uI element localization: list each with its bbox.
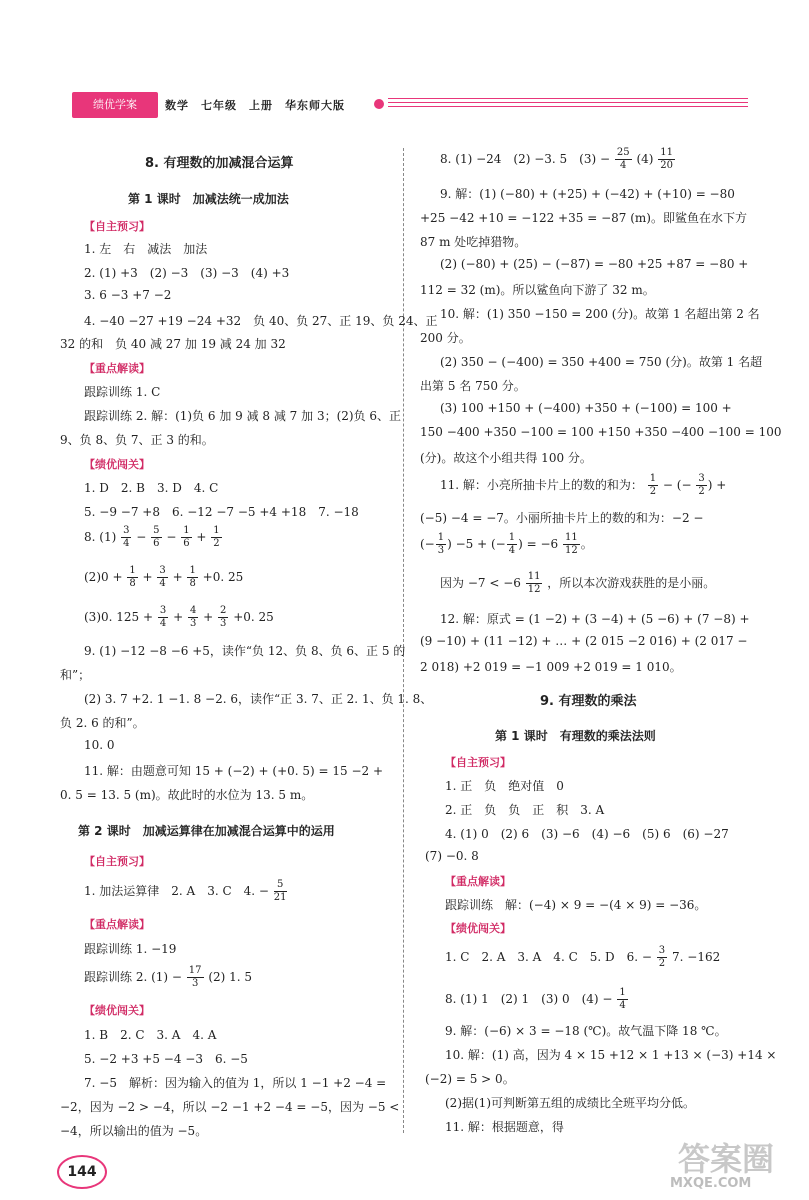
fraction <box>615 148 632 171</box>
denominator: 8 <box>129 578 136 589</box>
answer-line: (2)据(1)可判断第五组的成绩比全班平均分低。 <box>445 1096 695 1110</box>
answer-line: (−2) = 5 > 0。 <box>425 1072 515 1086</box>
book-series-tag: 绩优学案 <box>72 92 158 118</box>
answer-line: 10. 解：(1) 350 −150 = 200 (分)。故第 1 名超出第 2 名 <box>440 307 760 321</box>
numerator: 3 <box>698 473 705 484</box>
fraction-prefix: (3)0. 125 + <box>84 610 154 624</box>
numerator: 11 <box>527 571 541 582</box>
section-label: 【重点解读】 <box>445 875 511 888</box>
answer-line: 1. 正 负 绝对值 0 <box>445 779 564 793</box>
fraction-prefix: (2)0 + <box>84 570 123 584</box>
numerator: 25 <box>616 147 630 158</box>
answer-line: 7. −5 解析：因为输入的值为 1，所以 1 −1 +2 −4 = <box>84 1076 387 1090</box>
fraction-prefix: 8. (1) 1 (2) 1 (3) 0 (4) − <box>445 992 613 1006</box>
column-divider <box>403 148 404 1133</box>
section-label: 【绩优闯关】 <box>84 458 150 471</box>
answer-line: 9. (1) −12 −8 −6 +5，读作“负 12、负 8、负 6、正 5 的 <box>84 644 406 658</box>
denominator: 6 <box>183 538 190 549</box>
answer-line: −4，所以输出的值为 −5。 <box>60 1124 208 1138</box>
answer-line: 跟踪训练 2. 解：(1)负 6 加 9 减 8 减 7 加 3；(2)负 6、正 <box>84 409 402 423</box>
fraction-tail: ，所以本次游戏获胜的是小丽。 <box>547 576 716 590</box>
fraction-tail: = −6 <box>526 537 559 551</box>
answer-line: 9、负 8、负 7、正 3 的和。 <box>60 433 214 447</box>
numerator: 1 <box>189 565 196 576</box>
answer-line: 1. 左 右 减法 加法 <box>84 242 208 256</box>
denominator: 12 <box>565 545 578 556</box>
answer-line: 出第 5 名 750 分。 <box>420 379 526 393</box>
page-header <box>0 88 809 128</box>
answer-line: 5. −2 +3 +5 −4 −3 6. −5 <box>84 1052 248 1066</box>
numerator: 3 <box>159 605 167 616</box>
answer-line: 2. (1) +3 (2) −3 (3) −3 (4) +3 <box>84 266 290 280</box>
answer-line: 1. B 2. C 3. A 4. A <box>84 1028 217 1042</box>
answer-line: 跟踪训练 1. C <box>84 385 161 399</box>
answer-line-fraction <box>440 572 715 595</box>
numerator: 1 <box>619 987 626 998</box>
header-dot <box>374 99 384 109</box>
numerator: 5 <box>153 525 160 536</box>
fraction <box>151 526 161 549</box>
answer-line: (3) 100 +150 + (−400) +350 + (−100) = 100 + <box>440 401 732 415</box>
lesson-title: 第 2 课时 加减运算律在加减混合运算中的运用 <box>78 824 335 838</box>
header-rule <box>388 102 748 103</box>
section-title: 8. 有理数的加减混合运算 <box>145 156 294 171</box>
answer-line: 4. (1) 0 (2) 6 (3) −6 (4) −6 (5) 6 (6) −27 <box>445 827 729 841</box>
numerator: 1 <box>437 532 445 543</box>
section-label: 【自主预习】 <box>84 855 150 868</box>
fraction-mid: (4) <box>636 152 654 166</box>
section-label: 【自主预习】 <box>445 756 511 769</box>
page-number: 144 <box>57 1155 107 1189</box>
fraction <box>563 533 580 556</box>
answer-line: 11. 解：由题意可知 15 + (−2) + (+0. 5) = 15 −2 + <box>84 764 384 778</box>
answer-line: −2，因为 −2 > −4，所以 −2 −1 +2 −4 = −5，因为 −5 < <box>60 1100 400 1114</box>
answer-line: 12. 解：原式 = (1 −2) + (3 −4) + (5 −6) + (7 −8) + <box>440 612 750 626</box>
answer-line: 负 2. 6 的和”。 <box>60 716 145 730</box>
answer-line: 150 −400 +350 −100 = 100 +150 +350 −400 −100 = 100 <box>420 425 782 439</box>
fraction <box>218 606 228 629</box>
denominator: 4 <box>508 545 516 556</box>
fraction <box>187 966 204 989</box>
numerator: 4 <box>189 605 197 616</box>
answer-line: 和”； <box>60 668 91 682</box>
fraction-tail: (2) 1. 5 <box>208 970 253 984</box>
answer-line: (−5) −4 = −7。小丽所抽卡片上的数的和为：−2 − <box>420 511 704 525</box>
numerator: 1 <box>649 473 657 484</box>
answer-line-fraction: (2)0 + $\frac{1}{8}$ + $\frac{3}{4}$ + $\frac{1}{8}$ +0. 25 <box>84 565 244 589</box>
watermark-text: 答案圈 <box>678 1140 775 1178</box>
section-label: 【绩优闯关】 <box>445 922 511 935</box>
answer-line: 10. 解：(1) 高，因为 4 × 15 +12 × 1 +13 × (−3) +14 × <box>445 1048 777 1062</box>
numerator: 17 <box>188 965 202 976</box>
answer-line: 3. 6 −3 +7 −2 <box>84 288 172 302</box>
denominator: 3 <box>220 618 227 629</box>
section-label: 【绩优闯关】 <box>84 1004 150 1017</box>
fraction <box>211 526 221 549</box>
answer-line: 10. 0 <box>84 738 115 752</box>
fraction <box>657 946 667 969</box>
fraction <box>507 533 517 556</box>
answer-line: (2) (−80) + (25) − (−87) = −80 +25 +87 = −80 + <box>440 257 749 271</box>
fraction-tail: 7. −162 <box>672 950 721 964</box>
answer-line: 11. 解：根据题意，得 <box>445 1120 564 1134</box>
fraction <box>181 526 191 549</box>
answer-line: 32 的和 负 40 减 27 加 19 减 24 加 32 <box>60 337 286 351</box>
denominator: 6 <box>153 538 160 549</box>
fraction <box>658 148 675 171</box>
header-rule <box>388 98 748 99</box>
denominator: 3 <box>437 545 445 556</box>
fraction <box>648 474 658 497</box>
fraction <box>696 474 706 497</box>
denominator: 2 <box>698 486 705 497</box>
answer-line: +25 −42 +10 = −122 +35 = −87 (m)。即鲨鱼在水下方 <box>420 211 747 225</box>
lesson-title: 第 1 课时 有理数的乘法法则 <box>495 729 656 743</box>
subject-line: 数学 七年级 上册 华东师大版 <box>165 99 345 112</box>
answer-line: (7) −0. 8 <box>425 849 479 863</box>
answer-line: 9. 解：(−6) × 3 = −18 (℃)。故气温下降 18 ℃。 <box>445 1024 727 1038</box>
answer-line: 跟踪训练 解：(−4) × 9 = −(4 × 9) = −36。 <box>445 898 707 912</box>
fraction-mid: −5 + <box>455 537 488 551</box>
section-label: 【重点解读】 <box>84 918 150 931</box>
denominator: 3 <box>189 618 197 629</box>
answer-line: (2) 3. 7 +2. 1 −1. 8 −2. 6，读作“正 3. 7、正 2. 1、负 1. 8、 <box>84 692 433 706</box>
denominator: 3 <box>191 978 199 989</box>
answer-line: 2 018) +2 019 = −1 009 +2 019 = 1 010。 <box>420 660 682 674</box>
section-title: 9. 有理数的乘法 <box>540 694 637 709</box>
answer-line-fraction <box>440 148 676 171</box>
denominator: 21 <box>273 892 287 903</box>
fraction-prefix: 11. 解：小亮所抽卡片上的数的和为： <box>440 478 643 492</box>
fraction <box>188 606 198 629</box>
answer-line: 2. 正 负 负 正 积 3. A <box>445 803 605 817</box>
numerator: 3 <box>658 945 666 956</box>
fraction-prefix: 跟踪训练 2. (1) − <box>84 970 182 984</box>
fraction <box>157 566 167 589</box>
answer-line-fraction <box>84 880 288 903</box>
fraction <box>158 606 168 629</box>
numerator: 3 <box>159 565 166 576</box>
fraction <box>617 988 627 1011</box>
answer-line: 9. 解：(1) (−80) + (+25) + (−42) + (+10) = −80 <box>440 187 735 201</box>
denominator: 4 <box>159 618 167 629</box>
fraction <box>187 566 197 589</box>
numerator: 1 <box>183 525 190 536</box>
answer-line: 4. −40 −27 +19 −24 +32 负 40、负 27、正 19、负 24、正 <box>84 314 438 328</box>
numerator: 3 <box>123 525 130 536</box>
denominator: 8 <box>189 578 196 589</box>
fraction-prefix: 因为 −7 < −6 <box>440 576 521 590</box>
answer-line: (2) 350 − (−400) = 350 +400 = 750 (分)。故第 1 名超 <box>440 355 763 369</box>
denominator: 4 <box>123 538 130 549</box>
watermark-url: MXQE.COM <box>670 1176 752 1191</box>
denominator: 4 <box>159 578 166 589</box>
fraction <box>127 566 137 589</box>
answer-line-fraction <box>445 946 720 969</box>
denominator: 2 <box>649 486 657 497</box>
fraction <box>526 572 543 595</box>
answer-line-fraction <box>84 966 252 989</box>
answer-line: 5. −9 −7 +8 6. −12 −7 −5 +4 +18 7. −18 <box>84 505 359 519</box>
fraction-prefix: 1. C 2. A 3. A 4. C 5. D 6. − <box>445 950 652 964</box>
numerator: 1 <box>508 532 516 543</box>
watermark-logo <box>660 1130 800 1195</box>
denominator: 2 <box>658 958 666 969</box>
section-label: 【重点解读】 <box>84 362 150 375</box>
denominator: 4 <box>620 160 627 171</box>
fraction-prefix: 1. 加法运算律 2. A 3. C 4. − <box>84 884 269 898</box>
answer-line: (9 −10) + (11 −12) + … + (2 015 −2 016) + (2 017 − <box>420 634 748 648</box>
fraction-tail: +0. 25 <box>233 610 274 624</box>
answer-line: 112 = 32 (m)。所以鲨鱼向下游了 32 m。 <box>420 283 655 297</box>
numerator: 1 <box>129 565 136 576</box>
answer-line-fraction <box>445 988 629 1011</box>
section-label: 【自主预习】 <box>84 220 150 233</box>
numerator: 2 <box>220 605 227 616</box>
denominator: 12 <box>527 584 541 595</box>
fraction-prefix: 8. (1) <box>84 530 117 544</box>
answer-line: 200 分。 <box>420 331 471 345</box>
answer-line-fraction: 8. (1) $\frac{3}{4}$ − $\frac{5}{6}$ − $\frac{1}{6}$ + $\frac{1}{2}$ <box>84 525 220 549</box>
fraction-tail: +0. 25 <box>202 570 244 584</box>
numerator: 5 <box>274 880 287 892</box>
answer-line-fraction: (− $\frac{1}{3}$ ) −5 + (− $\frac{1}{4}$ ) = −6 $\frac{11}{12}$ 。 <box>420 532 593 556</box>
answer-line: 1. D 2. B 3. D 4. C <box>84 481 219 495</box>
denominator: 4 <box>619 1000 626 1011</box>
answer-line: 0. 5 = 13. 5 (m)。故此时的水位为 13. 5 m。 <box>60 788 314 802</box>
answer-line-fraction: (3)0. 125 + $\frac{3}{4}$ + $\frac{4}{3}$ + $\frac{2}{3}$ +0. 25 <box>84 605 274 629</box>
fraction <box>121 526 131 549</box>
answer-line: (分)。故这个小组共得 100 分。 <box>420 451 592 465</box>
header-rule <box>388 106 748 107</box>
fraction <box>436 533 446 556</box>
answer-line: 跟踪训练 1. −19 <box>84 942 177 956</box>
answer-line-fraction: 11. 解：小亮所抽卡片上的数的和为： $\frac{1}{2}$ − (− $\frac{3}{2}$ ) + <box>440 473 727 497</box>
answer-line: 87 m 处吃掉猎物。 <box>420 235 527 249</box>
denominator: 2 <box>213 538 220 549</box>
fraction-prefix: 8. (1) −24 (2) −3. 5 (3) − <box>440 152 611 166</box>
numerator: 11 <box>565 532 578 543</box>
numerator: 11 <box>660 147 673 158</box>
fraction <box>274 880 287 903</box>
numerator: 1 <box>213 525 220 536</box>
lesson-title: 第 1 课时 加减法统一成加法 <box>128 192 289 206</box>
fraction-tail: + <box>716 478 727 492</box>
denominator: 20 <box>660 160 673 171</box>
